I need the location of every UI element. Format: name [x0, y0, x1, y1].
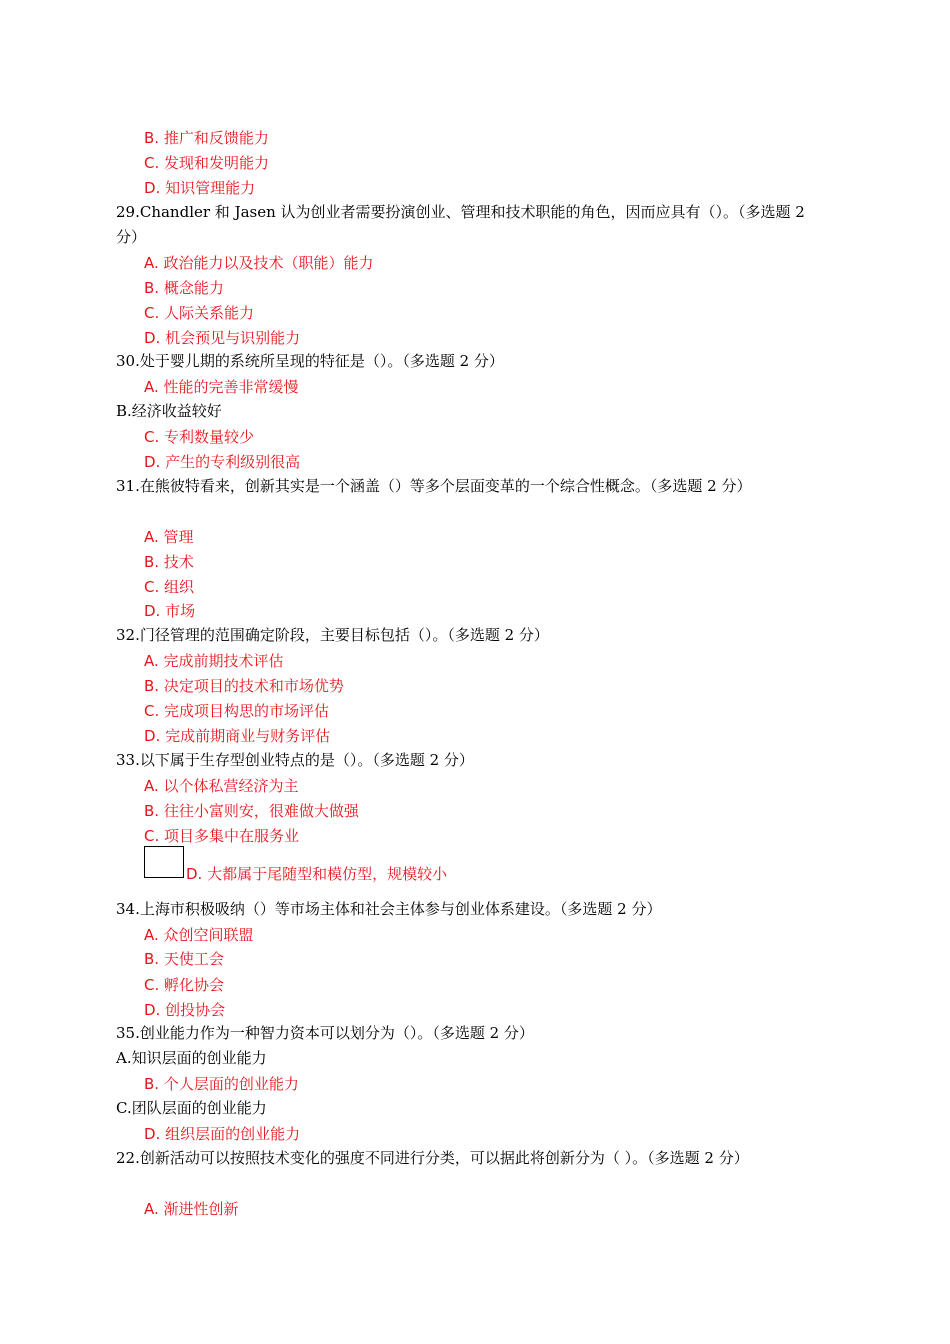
option-31-d: D. 市场	[144, 602, 196, 620]
option-28-b: B. 推广和反馈能力	[144, 129, 269, 147]
option-32-a: A. 完成前期技术评估	[144, 652, 284, 670]
question-30: 30.处于婴儿期的系统所呈现的特征是（）。（多选题 2 分）	[116, 352, 504, 370]
option-32-b: B. 决定项目的技术和市场优势	[144, 677, 344, 695]
option-33-d: D. 大都属于尾随型和模仿型，规模较小	[186, 865, 448, 883]
option-28-c: C. 发现和发明能力	[144, 154, 270, 172]
question-35: 35.创业能力作为一种智力资本可以划分为（）。（多选题 2 分）	[116, 1024, 534, 1042]
option-35-b: B. 个人层面的创业能力	[144, 1075, 299, 1093]
option-33-b: B. 往往小富则安，很难做大做强	[144, 802, 359, 820]
option-34-a: A. 众创空间联盟	[144, 926, 254, 944]
option-34-c: C. 孵化协会	[144, 976, 225, 994]
question-32: 32.门径管理的范围确定阶段，主要目标包括（）。（多选题 2 分）	[116, 626, 549, 644]
option-29-c: C. 人际关系能力	[144, 304, 255, 322]
option-22-a: A. 渐进性创新	[144, 1200, 239, 1218]
option-31-b: B. 技术	[144, 553, 194, 571]
option-33-a: A. 以个体私营经济为主	[144, 777, 299, 795]
option-28-d: D. 知识管理能力	[144, 179, 256, 197]
option-29-d: D. 机会预见与识别能力	[144, 329, 301, 347]
option-35-a: A.知识层面的创业能力	[116, 1049, 267, 1067]
option-33-c: C. 项目多集中在服务业	[144, 827, 300, 845]
option-29-b: B. 概念能力	[144, 279, 224, 297]
option-34-d: D. 创投协会	[144, 1001, 226, 1019]
option-29-a: A. 政治能力以及技术（职能）能力	[144, 254, 374, 272]
option-35-d: D. 组织层面的创业能力	[144, 1125, 301, 1143]
option-30-a: A. 性能的完善非常缓慢	[144, 378, 299, 396]
option-32-c: C. 完成项目构思的市场评估	[144, 702, 330, 720]
option-35-c: C.团队层面的创业能力	[116, 1099, 267, 1117]
empty-checkbox[interactable]	[144, 846, 184, 878]
option-31-a: A. 管理	[144, 528, 194, 546]
option-30-b: B.经济收益较好	[116, 402, 222, 420]
option-34-b: B. 天使工会	[144, 950, 224, 968]
question-34: 34.上海市积极吸纳（）等市场主体和社会主体参与创业体系建设。（多选题 2 分）	[116, 900, 662, 918]
option-31-c: C. 组织	[144, 578, 195, 596]
question-29: 29.Chandler 和 Jasen 认为创业者需要扮演创业、管理和技术职能的角色，因而应具有（）。（多选题 2 分）	[116, 203, 805, 246]
question-33: 33.以下属于生存型创业特点的是（）。（多选题 2 分）	[116, 751, 474, 769]
question-22: 22.创新活动可以按照技术变化的强度不同进行分类，可以据此将创新分为（ ）。（多选题 2 分）	[116, 1149, 749, 1167]
option-32-d: D. 完成前期商业与财务评估	[144, 727, 331, 745]
option-30-d: D. 产生的专利级别很高	[144, 453, 301, 471]
question-31: 31.在熊彼特看来，创新其实是一个涵盖（）等多个层面变革的一个综合性概念。（多选题 2 分）	[116, 477, 752, 495]
option-30-c: C. 专利数量较少	[144, 428, 255, 446]
